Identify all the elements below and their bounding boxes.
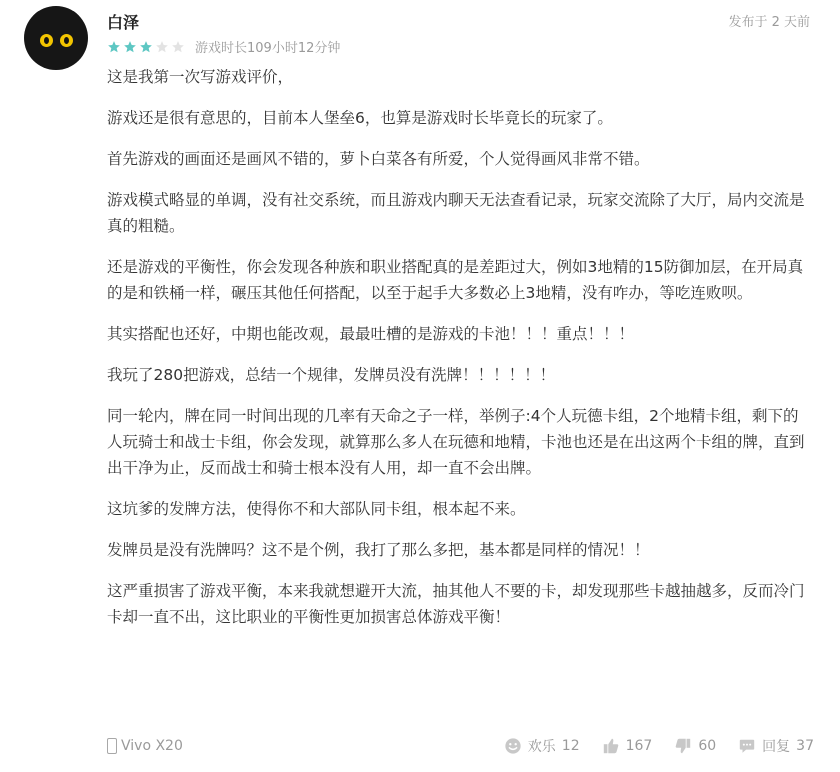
username[interactable]: 白泽 xyxy=(107,13,140,32)
review-paragraph: 这坑爹的发牌方法，使得你不和大部队同卡组，根本起不来。 xyxy=(107,500,526,518)
rating-row xyxy=(107,37,340,56)
cat-ear-left xyxy=(28,8,46,26)
review-paragraph: 还是游戏的平衡性，你会发现各种族和职业搭配真的是差距过大，例如3地精的15防御加层，在开局真的是和铁桶一样，碾压其他任何搭配，以至于起手大多数必上3地精，没有咋办，等吃连败呗。 xyxy=(107,258,804,302)
posted-time: 发布于 2 天前 xyxy=(728,15,810,30)
review-paragraph: 这是我第一次写游戏评价， xyxy=(107,68,294,86)
reply-count: 37 xyxy=(796,738,814,754)
star-icon xyxy=(139,40,153,54)
cat-eye-right xyxy=(60,34,73,47)
review-paragraph: 我玩了280把游戏，总结一个规律，发牌员没有洗牌！！！！！！ xyxy=(107,366,556,384)
smile-icon xyxy=(504,737,522,755)
review-body xyxy=(107,64,807,645)
star-rating xyxy=(107,40,187,54)
phone-icon xyxy=(107,738,117,754)
funny-label: 欢乐 xyxy=(527,739,556,755)
review-paragraph: 游戏还是很有意思的，目前本人堡垒6，也算是游戏时长毕竟长的玩家了。 xyxy=(107,109,613,127)
like-count: 167 xyxy=(625,738,653,754)
reply-label: 回复 xyxy=(762,739,791,755)
star-icon xyxy=(123,40,137,54)
review-paragraph: 这严重损害了游戏平衡，本来我就想避开大流，抽其他人不要的卡，却发现那些卡越抽越多，反而冷门卡却一直不出，这比职业的平衡性更加损害总体游戏平衡！ xyxy=(107,582,805,626)
thumbs-down-icon xyxy=(674,737,692,755)
cat-eye-left xyxy=(40,34,53,47)
funny-count: 12 xyxy=(561,738,580,754)
star-icon xyxy=(107,40,121,54)
dislike-button[interactable] xyxy=(674,737,716,755)
reply-button[interactable] xyxy=(738,736,814,756)
avatar[interactable] xyxy=(24,6,88,70)
funny-button[interactable] xyxy=(504,736,580,756)
review-footer xyxy=(107,734,814,758)
star-icon xyxy=(171,40,185,54)
comment-icon xyxy=(738,737,756,755)
review-actions xyxy=(482,736,814,756)
cat-ear-right xyxy=(66,8,84,26)
like-button[interactable] xyxy=(602,737,653,755)
star-icon xyxy=(155,40,169,54)
playtime: 游戏时长109小时12分钟 xyxy=(195,41,341,56)
device-info xyxy=(107,738,183,754)
thumbs-up-icon xyxy=(602,737,620,755)
device-name: Vivo X20 xyxy=(121,738,183,754)
dislike-count: 60 xyxy=(698,738,717,754)
review-paragraph: 其实搭配也还好，中期也能改观，最最吐槽的是游戏的卡池！！！重点！！！ xyxy=(107,325,635,343)
review-paragraph: 首先游戏的画面还是画风不错的，萝卜白菜各有所爱，个人觉得画风非常不错。 xyxy=(107,150,650,168)
review-paragraph: 同一轮内，牌在同一时间出现的几率有天命之子一样，举例子:4个人玩德卡组，2个地精卡组，剩下的人玩骑士和战士卡组，你会发现，就算那么多人在玩德和地精，卡池也还是在出这两个卡组的牌，直到出干净为止，反而战士和骑士根本没有人用，却一直不会出牌。 xyxy=(107,407,805,477)
review-paragraph: 游戏模式略显的单调，没有社交系统，而且游戏内聊天无法查看记录，玩家交流除了大厅，局内交流是真的粗糙。 xyxy=(107,191,805,235)
review-paragraph: 发牌员是没有洗牌吗？这不是个例，我打了那么多把，基本都是同样的情况！！ xyxy=(107,541,650,559)
